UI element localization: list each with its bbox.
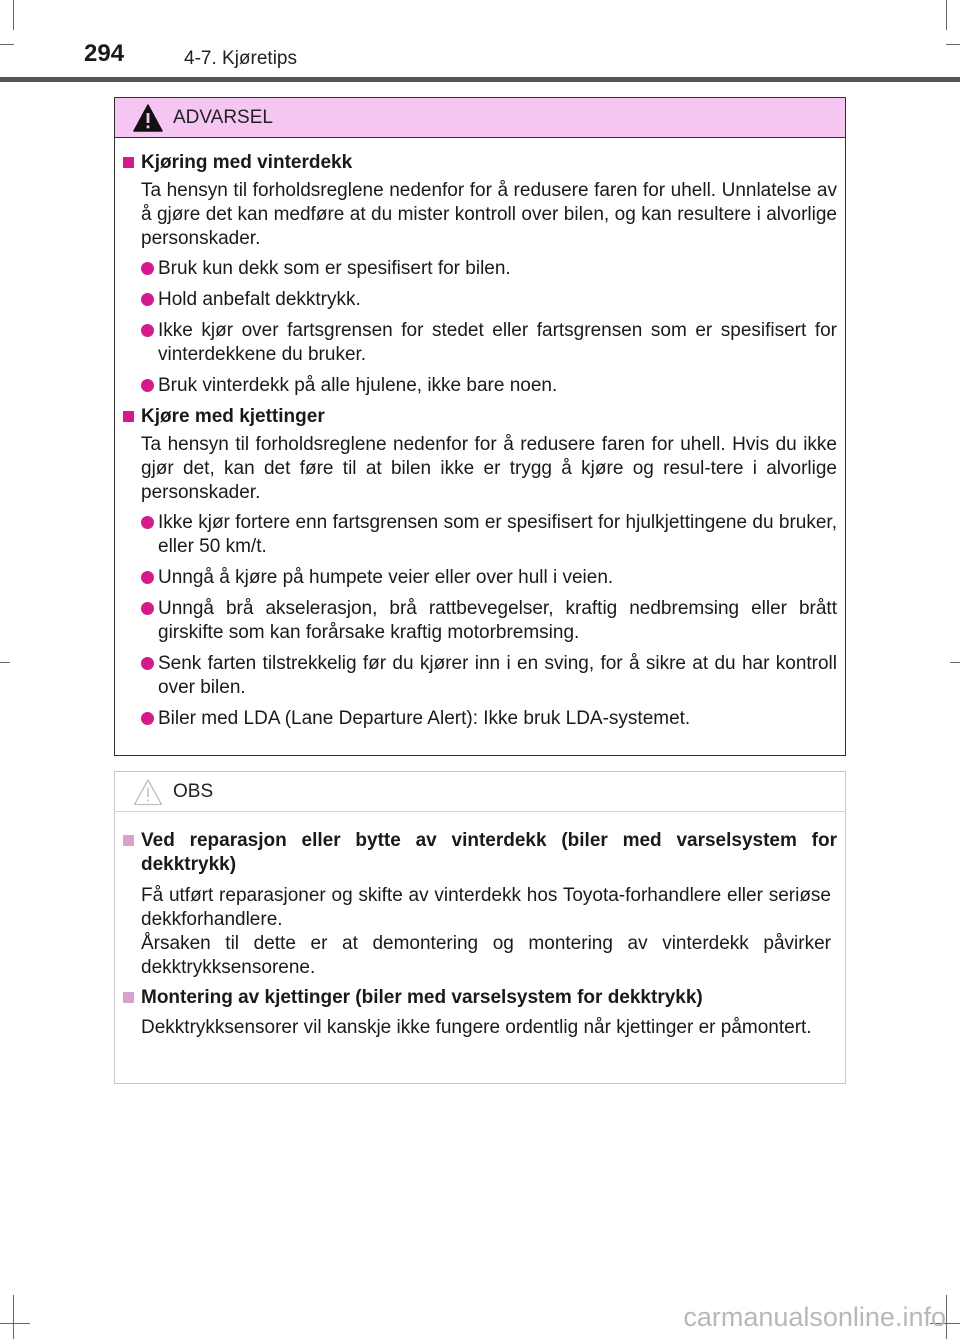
list-item-text: Bruk vinterdekk på alle hjulene, ikke bare noen.	[158, 375, 558, 396]
warning-label: ADVARSEL	[173, 107, 273, 128]
crop-mark	[0, 1323, 30, 1324]
section-paragraph: Dekktrykksensorer vil kanskje ikke fungere ordentlig når kjettinger er påmontert.	[141, 1017, 812, 1038]
list-item-text: Biler med LDA (Lane Departure Alert): Ikke bruk LDA-systemet.	[158, 708, 691, 729]
section-title: 4-7. Kjøretips	[184, 48, 297, 69]
section-paragraph: Ta hensyn til forholdsreglene nedenfor for å redusere faren for uhell. Hvis du ikke gjør det, kan det føre til at bilen ikke er trygg å kjøre og resul-tere i alvorlige personskader.	[141, 434, 837, 503]
list-item	[123, 597, 837, 645]
crop-mark	[0, 662, 10, 663]
list-item-text: Hold anbefalt dekktrykk.	[158, 289, 361, 310]
section-heading-text: Ved reparasjon eller bytte av vinterdekk (biler med varselsystem for dekktrykk)	[141, 830, 837, 875]
crop-mark	[13, 0, 14, 30]
list-item-text: Senk farten tilstrekkelig før du kjører inn i en sving, for å sikre at du har kontroll over bilen.	[158, 653, 837, 698]
list-item-text: Ikke kjør over fartsgrensen for stedet eller fartsgrensen som er spesifisert for vinterdekkene du bruker.	[158, 320, 837, 365]
round-bullet-icon	[141, 379, 154, 392]
round-bullet-icon	[141, 324, 154, 337]
crop-mark	[946, 1295, 947, 1339]
warning-box-body	[115, 138, 845, 731]
round-bullet-icon	[141, 712, 154, 725]
notice-box	[114, 771, 846, 1084]
round-bullet-icon	[141, 571, 154, 584]
list-item	[123, 652, 837, 700]
caution-triangle-icon	[133, 778, 163, 806]
list-item	[123, 374, 837, 398]
round-bullet-icon	[141, 262, 154, 275]
page-number: 294	[84, 40, 125, 67]
section-paragraph: Få utført reparasjoner og skifte av vinterdekk hos Toyota-forhandlere eller seriøse dekkforhandlere.	[141, 885, 831, 930]
section-heading	[123, 829, 837, 877]
section-heading	[123, 405, 837, 429]
list-item-text: Unngå å kjøre på humpete veier eller over hull i veien.	[158, 567, 614, 588]
list-item-text: Unngå brå akselerasjon, brå rattbevegelser, kraftig nedbremsing eller brått girskifte som kan forårsake kraftig motorbremsing.	[158, 598, 837, 643]
round-bullet-icon	[141, 602, 154, 615]
list-item-text: Ikke kjør fortere enn fartsgrensen som er spesifisert for hjulkjettingene du bruker, eller 50 km/t.	[158, 512, 837, 557]
round-bullet-icon	[141, 657, 154, 670]
crop-mark	[946, 0, 947, 30]
square-bullet-icon	[123, 992, 134, 1003]
list-item	[123, 257, 837, 281]
section-heading-text: Kjøre med kjettinger	[141, 406, 325, 427]
header-rule	[0, 77, 960, 82]
crop-mark	[946, 44, 960, 45]
crop-mark	[950, 662, 960, 663]
watermark: carmanualsonline.info	[683, 1302, 946, 1332]
section-paragraph: Ta hensyn til forholdsreglene nedenfor for å redusere faren for uhell. Unnlatelse av å gjøre det kan medføre at du mister kontroll over bilen, og kan resultere i alvorlige personskader.	[141, 180, 837, 249]
round-bullet-icon	[141, 293, 154, 306]
list-item	[123, 511, 837, 559]
square-bullet-icon	[123, 411, 134, 422]
list-item	[123, 288, 837, 312]
notice-label: OBS	[173, 781, 214, 802]
list-item	[123, 707, 837, 731]
list-item	[123, 319, 837, 367]
list-item-text: Bruk kun dekk som er spesifisert for bilen.	[158, 258, 511, 279]
section-heading-text: Kjøring med vinterdekk	[141, 152, 353, 173]
square-bullet-icon	[123, 157, 134, 168]
crop-mark	[0, 44, 14, 45]
warning-box-header	[115, 98, 845, 138]
square-bullet-icon	[123, 835, 134, 846]
section-paragraph: Årsaken til dette er at demontering og montering av vinterdekk påvirker dekktrykksensorene.	[141, 933, 831, 978]
section-heading-text: Montering av kjettinger (biler med varselsystem for dekktrykk)	[141, 987, 703, 1008]
notice-box-header	[115, 772, 845, 812]
list-item	[123, 566, 837, 590]
round-bullet-icon	[141, 516, 154, 529]
section-heading	[123, 151, 837, 175]
section-heading	[123, 986, 837, 1010]
crop-mark	[13, 1295, 14, 1339]
warning-triangle-icon	[133, 104, 163, 132]
notice-box-body	[115, 812, 845, 1040]
warning-box	[114, 97, 846, 756]
